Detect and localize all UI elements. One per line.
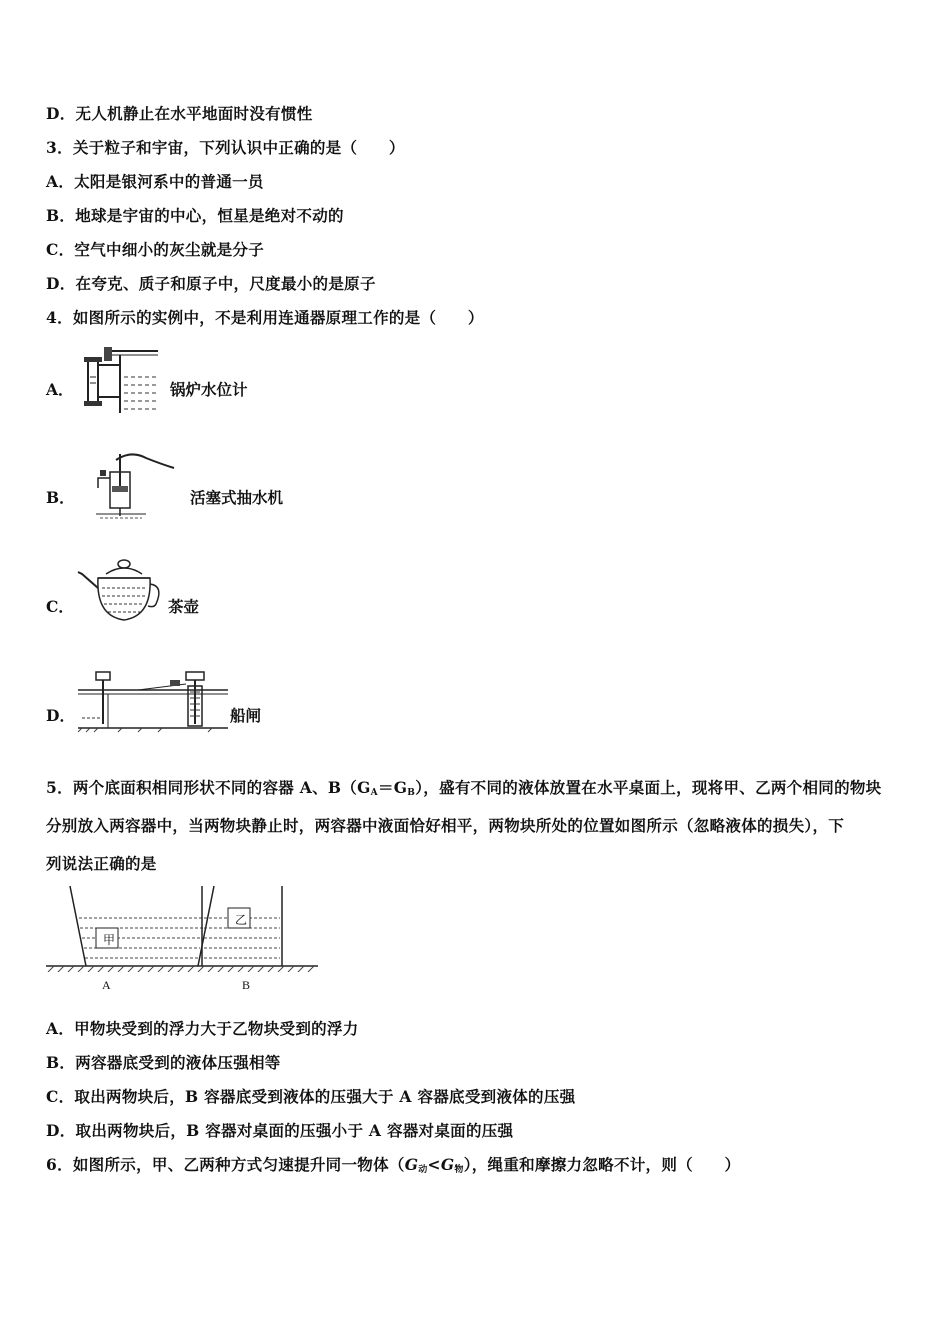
q4-option-a-caption: 锅炉水位计	[170, 380, 248, 399]
q4-stem: 4．如图所示的实例中，不是利用连通器原理工作的是（ ）	[46, 308, 484, 327]
q5-sub-a: A	[370, 788, 378, 798]
q4-option-a-letter: A．	[46, 380, 74, 399]
q6-g1-sub: 动	[418, 1165, 428, 1175]
q5-eq: ＝G	[377, 778, 408, 797]
q5-container-figure	[46, 882, 318, 994]
q2-option-d: D．无人机静止在水平地面时没有惯性	[46, 104, 313, 123]
teapot-figure	[76, 556, 164, 628]
q4-option-d-caption: 船闸	[230, 706, 262, 725]
q4-option-b-caption: 活塞式抽水机	[190, 488, 284, 507]
q6-g2: G	[440, 1155, 455, 1174]
container-a-label: A	[102, 978, 111, 992]
q4-option-c-caption: 茶壶	[168, 597, 200, 616]
q3-stem: 3．关于粒子和宇宙，下列认识中正确的是（ ）	[46, 138, 405, 157]
q5-stem-line2: 分别放入两容器中，当两物块静止时，两容器中液面恰好相平，两物块所处的位置如图所示（忽略液体的损失），下	[46, 816, 845, 835]
boiler-gauge-figure	[78, 343, 160, 415]
q4-option-b-letter: B．	[46, 488, 75, 507]
q3-option-c: C．空气中细小的灰尘就是分子	[46, 240, 265, 259]
q5-option-a: A．甲物块受到的浮力大于乙物块受到的浮力	[46, 1019, 359, 1038]
q6-stem-post: ），绳重和摩擦力忽略不计，则（ ）	[463, 1155, 741, 1174]
q5-option-d: D．取出两物块后，B 容器对桌面的压强小于 A 容器对桌面的压强	[46, 1121, 514, 1140]
q6-g2-sub: 物	[454, 1165, 464, 1175]
q5-sub-b: B	[407, 788, 416, 798]
q6-lt: <	[427, 1155, 441, 1174]
q5-option-c: C．取出两物块后，B 容器底受到液体的压强大于 A 容器底受到液体的压强	[46, 1087, 576, 1106]
q5-option-b: B．两容器底受到的液体压强相等	[46, 1053, 281, 1072]
block-jia-label: 甲	[102, 933, 115, 947]
q3-option-a: A．太阳是银河系中的普通一员	[46, 172, 264, 191]
q5-stem-post: ），盛有不同的液体放置在水平桌面上，现将甲、乙两个相同的物块	[415, 778, 882, 797]
ship-lock-figure	[78, 668, 228, 736]
q5-stem-pre: 5．两个底面积相同形状不同的容器 A、B（G	[46, 778, 371, 797]
q6-stem	[46, 1153, 740, 1175]
piston-pump-figure	[76, 450, 178, 522]
q5-stem-line1	[46, 776, 881, 798]
q6-g1: G	[404, 1155, 419, 1174]
q4-option-c-letter: C．	[46, 597, 74, 616]
q3-option-d: D．在夸克、质子和原子中，尺度最小的是原子	[46, 274, 376, 293]
container-b-label: B	[242, 978, 251, 992]
block-yi-label: 乙	[234, 913, 247, 927]
q3-option-b: B．地球是宇宙的中心，恒星是绝对不动的	[46, 206, 344, 225]
q4-option-d-letter: D．	[46, 706, 75, 725]
q6-stem-pre: 6．如图所示，甲、乙两种方式匀速提升同一物体（	[46, 1155, 405, 1174]
q5-stem-line3: 列说法正确的是	[46, 854, 157, 873]
